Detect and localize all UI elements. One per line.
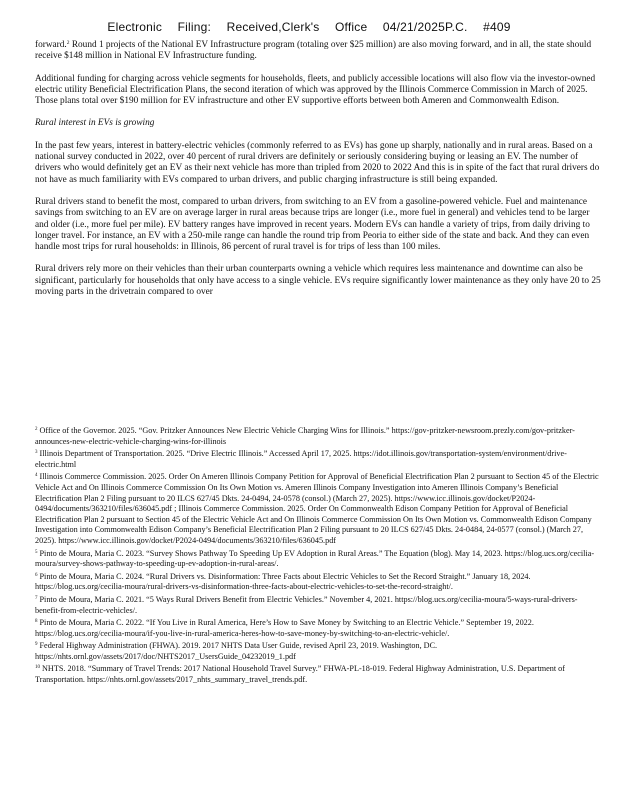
footnote-number: 9 xyxy=(35,642,38,648)
filing-header-received: Received,Clerk's xyxy=(226,20,320,34)
footnote xyxy=(35,617,602,639)
footnote-text: Pinto de Moura, Maria C. 2021. “5 Ways Rural Drivers Benefit from Electric Vehicles.” November 4, 2021. https://blog.ucs.org/cecilia-moura/5-ways-rural-drivers-benefit-from-electric-vehicles/. xyxy=(35,594,578,615)
footnote xyxy=(35,663,602,685)
filing-header-filing: Filing: xyxy=(177,20,212,34)
body-text xyxy=(35,38,602,309)
footnote-text: Federal Highway Administration (FHWA). 2019. 2017 NHTS Data User Guide, revised April 23, 2019. Washington, DC. https://nhts.ornl.gov/assets/2017/doc/NHTS2017_UsersGuide_04232019_1.pdf xyxy=(35,641,438,661)
paragraph-funding-round1-lead: forward. xyxy=(35,40,67,50)
footnote xyxy=(35,548,602,570)
footnote-text: Pinto de Moura, Maria C. 2024. “Rural Drivers vs. Disinformation: Three Facts about Electric Vehicles to Set the Record Straight.” January 18, 2024. https://blog.ucs.org/cecilia-moura/rural-drivers-vs-disinformation-three-facts-about-electric-vehicles-to-set-the-record-straight/. xyxy=(35,571,531,592)
footnote-text: NHTS. 2018. “Summary of Travel Trends: 2017 National Household Travel Survey.” FHWA-PL-18-019. Federal Highway Administration, U.S. Department of Transportation. https://nhts.ornl.gov/assets/2017_nhts_summary_travel_trends.pdf. xyxy=(35,664,565,685)
footnote-text: Pinto de Moura, Maria C. 2022. “If You Live in Rural America, Here’s How to Save Money by Switching to an Electric Vehicle.” September 19, 2022. https://blog.ucs.org/cecilia-moura/if-you-live-in-rural-america-heres-how-to-save-money-by-switching-to-an-electric-vehicle/. xyxy=(35,618,534,638)
footnote-number: 3 xyxy=(35,450,38,456)
footnote-number: 7 xyxy=(35,595,38,601)
paragraph-funding-round1 xyxy=(35,38,602,63)
footnote-number: 5 xyxy=(35,549,38,555)
footnote xyxy=(35,471,602,546)
footnote xyxy=(35,448,602,470)
footnote-text: Office of the Governor. 2025. “Gov. Pritzker Announces New Electric Vehicle Charging Wins for Illinois.” https://gov-pritzker-newsroom.prezly.com/gov-pritzker-announces-new-electric-vehicle-charging-wins-for-illinois xyxy=(35,426,575,446)
footnote-text: Illinois Department of Transportation. 2025. “Drive Electric Illinois.” Accessed April 17, 2025. https://idot.illinois.gov/transportation-system/environment/drive-electric.html xyxy=(35,449,567,469)
filing-header-office: Office xyxy=(335,20,368,34)
footnote xyxy=(35,571,602,593)
footnote xyxy=(35,425,602,447)
filing-stamp-header xyxy=(0,20,618,34)
footnote-number: 2 xyxy=(35,427,38,432)
paragraph-rural-reliance: Rural drivers rely more on their vehicles than their urban counterparts owning a vehicle which requires less maintenance and downtime can also be significant, particularly for households that only have access to a single vehicle. EVs require significantly lower maintenance as they only have 20 to 25 moving parts in the drivetrain compared to over xyxy=(35,264,601,298)
paragraph-rural-interest: In the past few years, interest in battery-electric vehicles (commonly referred to as EVs) has gone up sharply, nationally and in rural areas. Based on a national survey conducted in 2022, over 40 percent of rural drivers are definitely or seriously considering buying or leasing an EV. The number of drivers who would definitely get an EV as their next vehicle has more than tripled from 2020 to 2022 And this is in spite of the fact that rural drivers do not have as much familiarity with EVs compared to urban drivers, and public charging infrastructure is still being expanded. xyxy=(35,140,600,185)
filing-header-date: 04/21/2025P.C. xyxy=(382,20,468,34)
paragraph-additional-funding: Additional funding for charging across vehicle segments for households, fleets, and publicly accessible locations will also flow via the investor-owned electric utility Beneficial Electrification Plans, the second iteration of which was approved by the Illinois Commerce Commission in March of 2025. Those plans total over $190 million for EV infrastructure and other EV supportive efforts between both Ameren and Commonwealth Edison. xyxy=(35,73,596,107)
footnote-number: 4 xyxy=(35,473,38,479)
footnote-text: Illinois Commerce Commission. 2025. Order On Ameren Illinois Company Petition for Approval of Beneficial Electrification Plan 2 pursuant to Section 45 of the Electric Vehicle Act and On Illinois Commerce Commission On Its Own Motion vs. Ameren Illinois Company Investigation into Ameren Illinois Company’s Beneficial Electrification Plan 2 Filing pursuant to 20 ILCS 627/45 Dkts. 24-0494, 24-0578 (consol.) (March 27, 2025). https://www.icc.illinois.gov/docket/P2024-0494/documents/363210/files/636045.pdf ; Illinois Commerce Commission. 2025. Order On Commonwealth Edison Company Petition for Approval of Beneficial Electrification Plan 2 pursuant to Section 45 of the Electric Vehicle Act and On Illinois Commerce Commission On Its Own Motion vs. Commonwealth Edison Company Investigation into Commonwealth Edison Company’s Beneficial Electrification Plan 2 Filing pursuant to 20 ILCS 627/45 Dkts. 24-0484, 24-0577 (consol.) (March 27, 2025). https://www.icc.illinois.gov/docket/P2024-0494/documents/363210/files/636045.pdf xyxy=(35,472,599,545)
footnotes xyxy=(35,425,602,687)
paragraph-funding-round1-rest: Round 1 projects of the National EV Infrastructure program (totaling over $25 million) are also moving forward, and in all, the state should receive $148 million in National EV Infrastructure funding. xyxy=(35,40,592,62)
filing-header-number: #409 xyxy=(483,20,511,34)
footnote-number: 6 xyxy=(35,572,38,578)
footnote-number: 10 xyxy=(35,665,40,671)
paragraph-rural-benefit: Rural drivers stand to benefit the most, compared to urban drivers, from switching to an EV from a gasoline-powered vehicle. Fuel and maintenance savings from switching to an EV are on average larger in rural areas because trips are longer (i.e., more fuel in general) and vehicles tend to be larger and older (i.e., more fuel per mile). EV battery ranges have improved in recent years. Modern EVs can handle a variety of trips, from daily driving to longer travel. For instance, an EV with a 250-mile range can handle the round trip from Peoria to either side of the state and back. And they can even handle most trips for rural households: in Illinois, 86 percent of rural travel is for trips of less than 100 miles. xyxy=(35,196,590,253)
section-heading-rural-interest: Rural interest in EVs is growing xyxy=(35,118,155,129)
footnote-number: 8 xyxy=(35,619,38,625)
footnote xyxy=(35,640,602,662)
footnote xyxy=(35,594,602,616)
filing-header-electronic: Electronic xyxy=(107,20,163,34)
footnote-text: Pinto de Moura, Maria C. 2023. “Survey Shows Pathway To Speeding Up EV Adoption in Rural Areas.” The Equation (blog). May 14, 2023. https://blog.ucs.org/cecilia-moura/survey-shows-pathway-to-speeding-up-ev-adoption-in-rural-areas/. xyxy=(35,548,595,569)
footnote-ref-2: 2 xyxy=(66,40,70,46)
